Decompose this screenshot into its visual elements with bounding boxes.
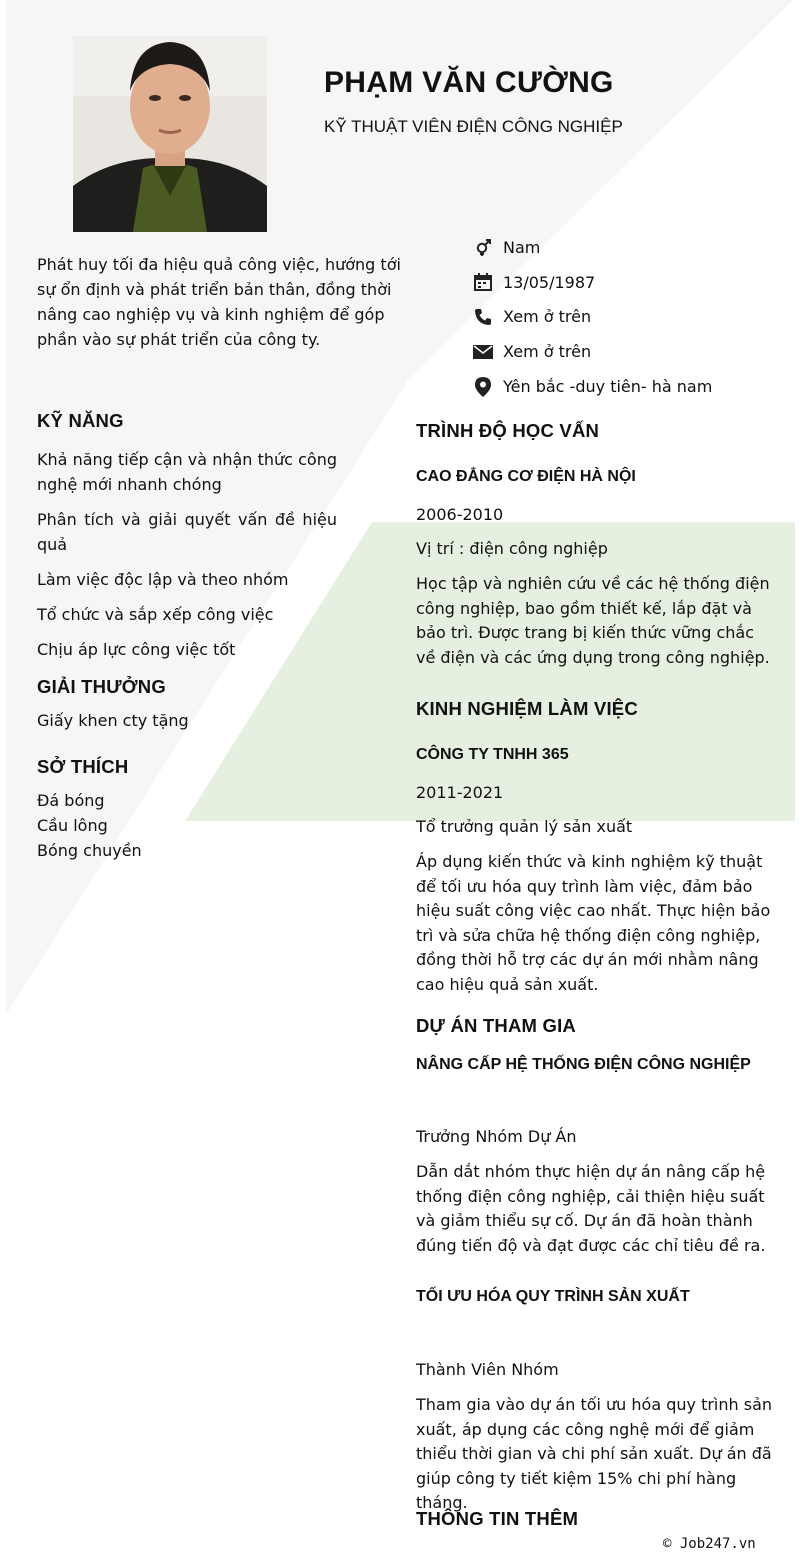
career-objective: Phát huy tối đa hiệu quả công việc, hướng tới sự ổn định và phát triển bản thân, đồng thời nâng cao nghiệp vụ và kinh nghiệm để góp phần vào sự phát triển của công ty. <box>37 255 401 349</box>
location-icon <box>473 377 493 397</box>
phone-value: Xem ở trên <box>503 307 592 327</box>
email-value: Xem ở trên <box>503 342 592 362</box>
skill-item: Làm việc độc lập và theo nhóm <box>37 570 289 589</box>
project-role: Trưởng Nhóm Dự Án <box>416 1127 577 1146</box>
hobby-item: Bóng chuyền <box>37 841 142 860</box>
candidate-name: PHẠM VĂN CƯỜNG <box>324 66 614 99</box>
education-title: TRÌNH ĐỘ HỌC VẤN <box>416 420 600 441</box>
contact-phone <box>473 300 712 335</box>
project-role: Thành Viên Nhóm <box>416 1360 559 1379</box>
calendar-icon <box>473 272 493 292</box>
project-description: Tham gia vào dự án tối ưu hóa quy trình sản xuất, áp dụng các công nghệ mới để giảm thiểu thời gian và chi phí sản xuất. Dự án đã giúp công ty tiết kiệm 15% chi phí hàng tháng. <box>416 1395 773 1513</box>
birthday-value: 13/05/1987 <box>503 272 596 292</box>
skill-item: Phân tích và giải quyết vấn đề hiệu quả <box>37 510 337 554</box>
experience-description: Áp dụng kiến thức và kinh nghiệm kỹ thuật để tối ưu hóa quy trình làm việc, đảm bảo hiệu suất công việc cao nhất. Thực hiện bảo trì và sửa chữa hệ thống điện công nghiệp, đồng thời hỗ trợ các dự án mới nhằm nâng cao hiệu quả sản xuất. <box>416 852 771 994</box>
projects-title: DỰ ÁN THAM GIA <box>416 1015 576 1036</box>
contact-address <box>473 369 712 404</box>
education-school: CAO ĐẲNG CƠ ĐIỆN HÀ NỘI <box>416 468 636 485</box>
additional-info-title: THÔNG TIN THÊM <box>416 1508 579 1529</box>
skill-item: Tổ chức và sắp xếp công việc <box>37 605 274 624</box>
address-value: Yên bắc -duy tiên- hà nam <box>503 377 713 397</box>
award-item: Giấy khen cty tặng <box>37 711 189 730</box>
experience-title: KINH NGHIỆM LÀM VIỆC <box>416 698 638 719</box>
awards-title: GIẢI THƯỞNG <box>37 676 166 697</box>
education-position: Vị trí : điện công nghiệp <box>416 539 608 558</box>
contact-info <box>473 230 712 404</box>
phone-icon <box>473 307 493 327</box>
hobby-item: Cầu lông <box>37 816 108 835</box>
skills-title: KỸ NĂNG <box>37 410 124 431</box>
contact-gender <box>473 230 712 265</box>
contact-email <box>473 334 712 369</box>
profile-photo <box>73 36 267 232</box>
footer-watermark: © Job247.vn <box>663 1536 756 1552</box>
education-period: 2006-2010 <box>416 505 504 524</box>
skill-item: Chịu áp lực công việc tốt <box>37 640 236 659</box>
project-name: TỐI ƯU HÓA QUY TRÌNH SẢN XUẤT <box>416 1288 690 1305</box>
hobby-item: Đá bóng <box>37 791 105 810</box>
project-description: Dẫn dắt nhóm thực hiện dự án nâng cấp hệ thống điện công nghiệp, cải thiện hiệu suất và giảm thiểu sự cố. Dự án đã hoàn thành đúng tiến độ và đạt được các chỉ tiêu đề ra. <box>416 1162 766 1255</box>
skill-item: Khả năng tiếp cận và nhận thức công nghệ mới nhanh chóng <box>37 450 337 494</box>
experience-period: 2011-2021 <box>416 783 504 802</box>
gender-value: Nam <box>503 237 541 257</box>
experience-role: Tổ trưởng quản lý sản xuất <box>416 817 633 836</box>
hobbies-title: SỞ THÍCH <box>37 756 129 777</box>
gender-icon <box>473 237 493 257</box>
contact-birthday <box>473 265 712 300</box>
education-description: Học tập và nghiên cứu về các hệ thống điện công nghiệp, bao gồm thiết kế, lắp đặt và bảo trì. Được trang bị kiến thức vững chắc về điện và các ứng dụng trong công nghiệp. <box>416 574 770 667</box>
project-name: NÂNG CẤP HỆ THỐNG ĐIỆN CÔNG NGHIỆP <box>416 1056 751 1073</box>
mail-icon <box>473 342 493 362</box>
hobbies-list <box>37 788 142 863</box>
skills-list <box>37 447 337 672</box>
experience-company: CÔNG TY TNHH 365 <box>416 746 569 763</box>
awards-list <box>37 708 189 733</box>
job-title: KỸ THUẬT VIÊN ĐIỆN CÔNG NGHIỆP <box>324 117 623 136</box>
